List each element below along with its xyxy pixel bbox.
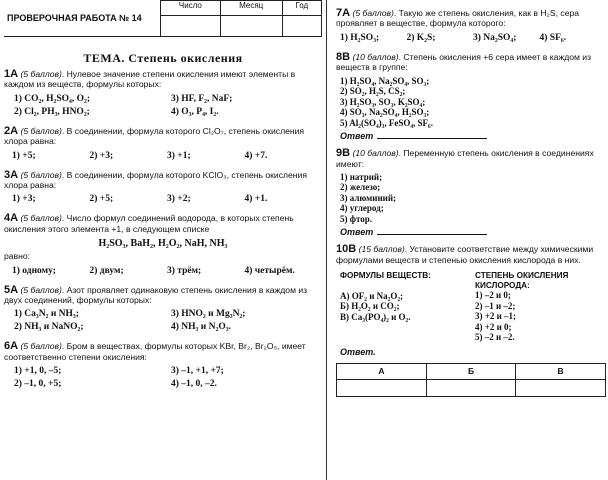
question-1-text (4, 69, 322, 90)
list-item: 4) +2 и 0; (475, 321, 512, 332)
answer-option[interactable]: 4) –1, 0, –2. (171, 379, 217, 390)
list-item[interactable]: 4) SO₃, Na₂SO₄, H₂SO₃; (340, 107, 430, 118)
list-item[interactable]: 5) Al₂(SO₄)₃, FeSO₄, SF₆. (340, 117, 433, 128)
list-item[interactable]: 2) SO₂, H₂S, CS₂; (340, 86, 406, 97)
question-body: . Такую же степень окисления, как в H₂S, сера проявляет в веществе, формула которого: (336, 8, 580, 29)
answer-label: Ответ (340, 131, 374, 142)
question-body: . Бром в веществах, формулы которых KBr, Br₂, Br₂O₅, имеет соответственно степени окисления: (4, 341, 306, 362)
question-8-list (340, 76, 606, 129)
answer-option[interactable]: 1) Ca₃N₂ и NH₃; (14, 309, 79, 320)
list-item[interactable]: 2) железо; (340, 182, 381, 193)
answer-table-header: В (516, 363, 606, 379)
answer-option[interactable]: 4) SF₆. (539, 32, 567, 43)
question-points: (5 баллов) (20, 341, 62, 352)
topic-title: ТЕМА. Степень окисления (83, 51, 243, 65)
list-item[interactable]: 1) натрий; (340, 171, 383, 182)
question-points: (10 баллов) (352, 148, 399, 159)
answer-option[interactable]: 3) HNO₂ и Mg₃N₂; (171, 309, 246, 320)
answer-option[interactable]: 3) –1, +1, +7; (171, 366, 224, 377)
date-year-field[interactable] (282, 16, 321, 37)
date-month-field[interactable] (220, 16, 282, 37)
question-points: (5 баллов) (20, 284, 62, 295)
answer-cell[interactable] (516, 379, 606, 396)
date-day-label: Число (161, 1, 221, 16)
question-body: . Азот проявляет одинаковую степень окисления в каждом из двух соединений, формулы которых: (4, 284, 308, 306)
question-number: 10В (336, 243, 357, 256)
formulas-column (340, 271, 471, 343)
question-number: 7А (336, 7, 351, 19)
formulas-header: ФОРМУЛЫ ВЕЩЕСТВ: (340, 271, 431, 281)
answer-cell[interactable] (426, 379, 515, 396)
date-year-label: Год (282, 1, 321, 16)
question-number: 8В (336, 50, 351, 63)
list-item: А) OF₂ и Na₂O₂; (340, 290, 404, 301)
question-points: (10 баллов) (352, 51, 399, 62)
question-body: . Переменную степень окисления в соединениях имеют: (336, 148, 594, 169)
question-4-text (4, 213, 322, 234)
question-number: 1А (4, 68, 19, 80)
question-9 (336, 148, 606, 237)
question-6 (4, 341, 322, 391)
question-3-text (4, 170, 322, 191)
question-body: . Число формул соединений водорода, в которых степень окисления этого элемента +1, в следующем списке (4, 213, 294, 234)
question-body: . Установите соответствие между химическими формулами веществ и степенью окисления кислорода в них. (336, 244, 594, 265)
list-item: 5) –2 и –2. (475, 332, 515, 343)
list-item: Б) H₂O₂ и CO₂; (340, 301, 400, 312)
list-item[interactable]: 3) алюминий; (340, 192, 397, 203)
answer-option[interactable]: 4) +1. (244, 194, 268, 205)
question-points: (5 баллов) (352, 8, 394, 18)
answer-option[interactable]: 4) NH₃ и N₂O₃. (171, 322, 231, 333)
question-4-tail: равно: (4, 251, 31, 262)
question-points: (5 баллов) (20, 125, 62, 136)
question-8-answer (340, 131, 606, 141)
list-item[interactable]: 4) углерод; (340, 203, 384, 214)
question-6-options (14, 365, 322, 391)
column-divider (326, 0, 327, 480)
question-7 (336, 8, 606, 45)
question-10 (336, 244, 606, 396)
oxidation-states-column (475, 271, 606, 343)
answer-table-header: Б (426, 363, 515, 379)
answer-option[interactable]: 1) H₂SO₃; (340, 32, 380, 43)
list-item: В) Ca₃(PO₄)₂ и O₂. (340, 311, 411, 322)
answer-option[interactable]: 2) K₂S; (406, 32, 436, 43)
question-1-options (14, 93, 322, 119)
question-body: . В соединении, формула которого Cl₂O₇, степень окисления хлора равна: (4, 125, 305, 147)
list-item[interactable]: 3) H₂SO₃, SO₃, K₂SO₄; (340, 96, 426, 107)
question-3-options (12, 193, 322, 206)
answer-option[interactable]: 1) одному; (12, 265, 56, 276)
question-body: . Нулевое значение степени окисления имеют элементы в каждом из веществ, формулы которых: (4, 69, 296, 90)
question-5 (4, 285, 322, 335)
question-10-text (336, 244, 606, 265)
question-5-text (4, 285, 322, 306)
question-number: 5А (4, 283, 19, 296)
question-1 (4, 69, 322, 119)
question-4-options (12, 265, 322, 278)
answer-option[interactable]: 3) Na₂SO₄; (473, 32, 517, 43)
oxidation-header: СТЕПЕНЬ ОКИСЛЕНИЯ КИСЛОРОДА: (475, 271, 569, 290)
answer-table-header: А (337, 363, 427, 379)
question-points: (5 баллов) (20, 69, 62, 79)
list-item: 3) +2 и –1; (475, 311, 517, 322)
date-month-label: Месяц (220, 1, 282, 16)
right-column (336, 0, 606, 480)
answer-option[interactable]: 4) +7. (244, 150, 268, 161)
answer-label: Ответ (340, 227, 374, 238)
answer-field[interactable] (377, 234, 487, 235)
question-points: (15 баллов) (358, 244, 405, 255)
question-points: (5 баллов) (20, 213, 62, 224)
question-3 (4, 170, 322, 207)
question-9-text (336, 148, 606, 169)
question-5-options (14, 308, 322, 334)
question-points: (5 баллов) (20, 169, 62, 180)
question-2 (4, 126, 322, 163)
answer-option[interactable]: 1) CO₂, H₂SO₄, O₂; (14, 93, 91, 104)
question-9-answer (340, 227, 606, 237)
answer-option[interactable]: 3) +2; (167, 194, 191, 205)
answer-option[interactable]: 1) +3; (12, 194, 36, 205)
answer-option[interactable]: 3) +1; (167, 150, 191, 161)
question-4-formula: H₂SO₃, BaH₂, H₂O₂, NaH, NH₃ (98, 238, 228, 250)
answer-option[interactable]: 4) четырём. (244, 265, 295, 276)
question-number: 3А (4, 168, 19, 181)
answer-option[interactable]: 2) +5; (89, 194, 114, 205)
answer-option[interactable]: 1) +1, 0, –5; (14, 366, 62, 377)
question-2-options (12, 150, 322, 163)
list-item[interactable]: 5) фтор. (340, 213, 373, 224)
answer-option[interactable]: 3) трём; (167, 265, 202, 276)
answer-option[interactable]: 2) Cl₂, PH₃, HNO₂; (14, 106, 90, 117)
question-2-text (4, 126, 322, 147)
answer-option[interactable]: 2) –1, 0, +5; (14, 379, 62, 390)
answer-table (336, 363, 606, 397)
list-item: 1) –2 и 0; (475, 290, 511, 301)
question-body: . В соединении, формула которого KClO₃, степень окисления хлора равна: (4, 169, 308, 191)
header-table (4, 0, 322, 37)
question-8-text (336, 52, 606, 73)
worksheet-title: ПРОВЕРОЧНАЯ РАБОТА № 14 (4, 1, 161, 37)
question-number: 2А (4, 124, 19, 137)
list-item: 2) –1 и –2; (475, 300, 516, 311)
answer-option[interactable]: 2) NH₃ и NaNO₂; (14, 322, 84, 333)
question-8 (336, 52, 606, 141)
list-item[interactable]: 1) H₂SO₄, Na₂SO₄, SO₃; (340, 75, 430, 86)
answer-option[interactable]: 2) двум; (89, 265, 124, 276)
question-7-text (336, 8, 606, 29)
answer-field[interactable] (377, 138, 487, 139)
answer-cell[interactable] (337, 379, 427, 396)
question-body: . Степень окисления +6 сера имеет в каждом из веществ в группе: (336, 51, 592, 73)
left-column (4, 0, 322, 480)
answer-option[interactable]: 1) +5; (12, 150, 36, 161)
answer-option[interactable]: 2) +3; (89, 150, 114, 161)
question-6-text (4, 341, 322, 362)
question-4 (4, 213, 322, 277)
question-number: 6А (4, 340, 19, 353)
answer-option[interactable]: 3) HF, F₂, NaF; (171, 93, 233, 104)
answer-label: Ответ. (340, 346, 376, 357)
question-7-options (340, 32, 606, 45)
question-10-matching (340, 271, 606, 343)
date-day-field[interactable] (161, 16, 221, 37)
question-number: 4А (4, 212, 19, 225)
question-9-list (340, 172, 606, 225)
question-number: 9В (336, 147, 351, 160)
answer-option[interactable]: 4) O₃, P₄, I₂. (171, 106, 219, 117)
